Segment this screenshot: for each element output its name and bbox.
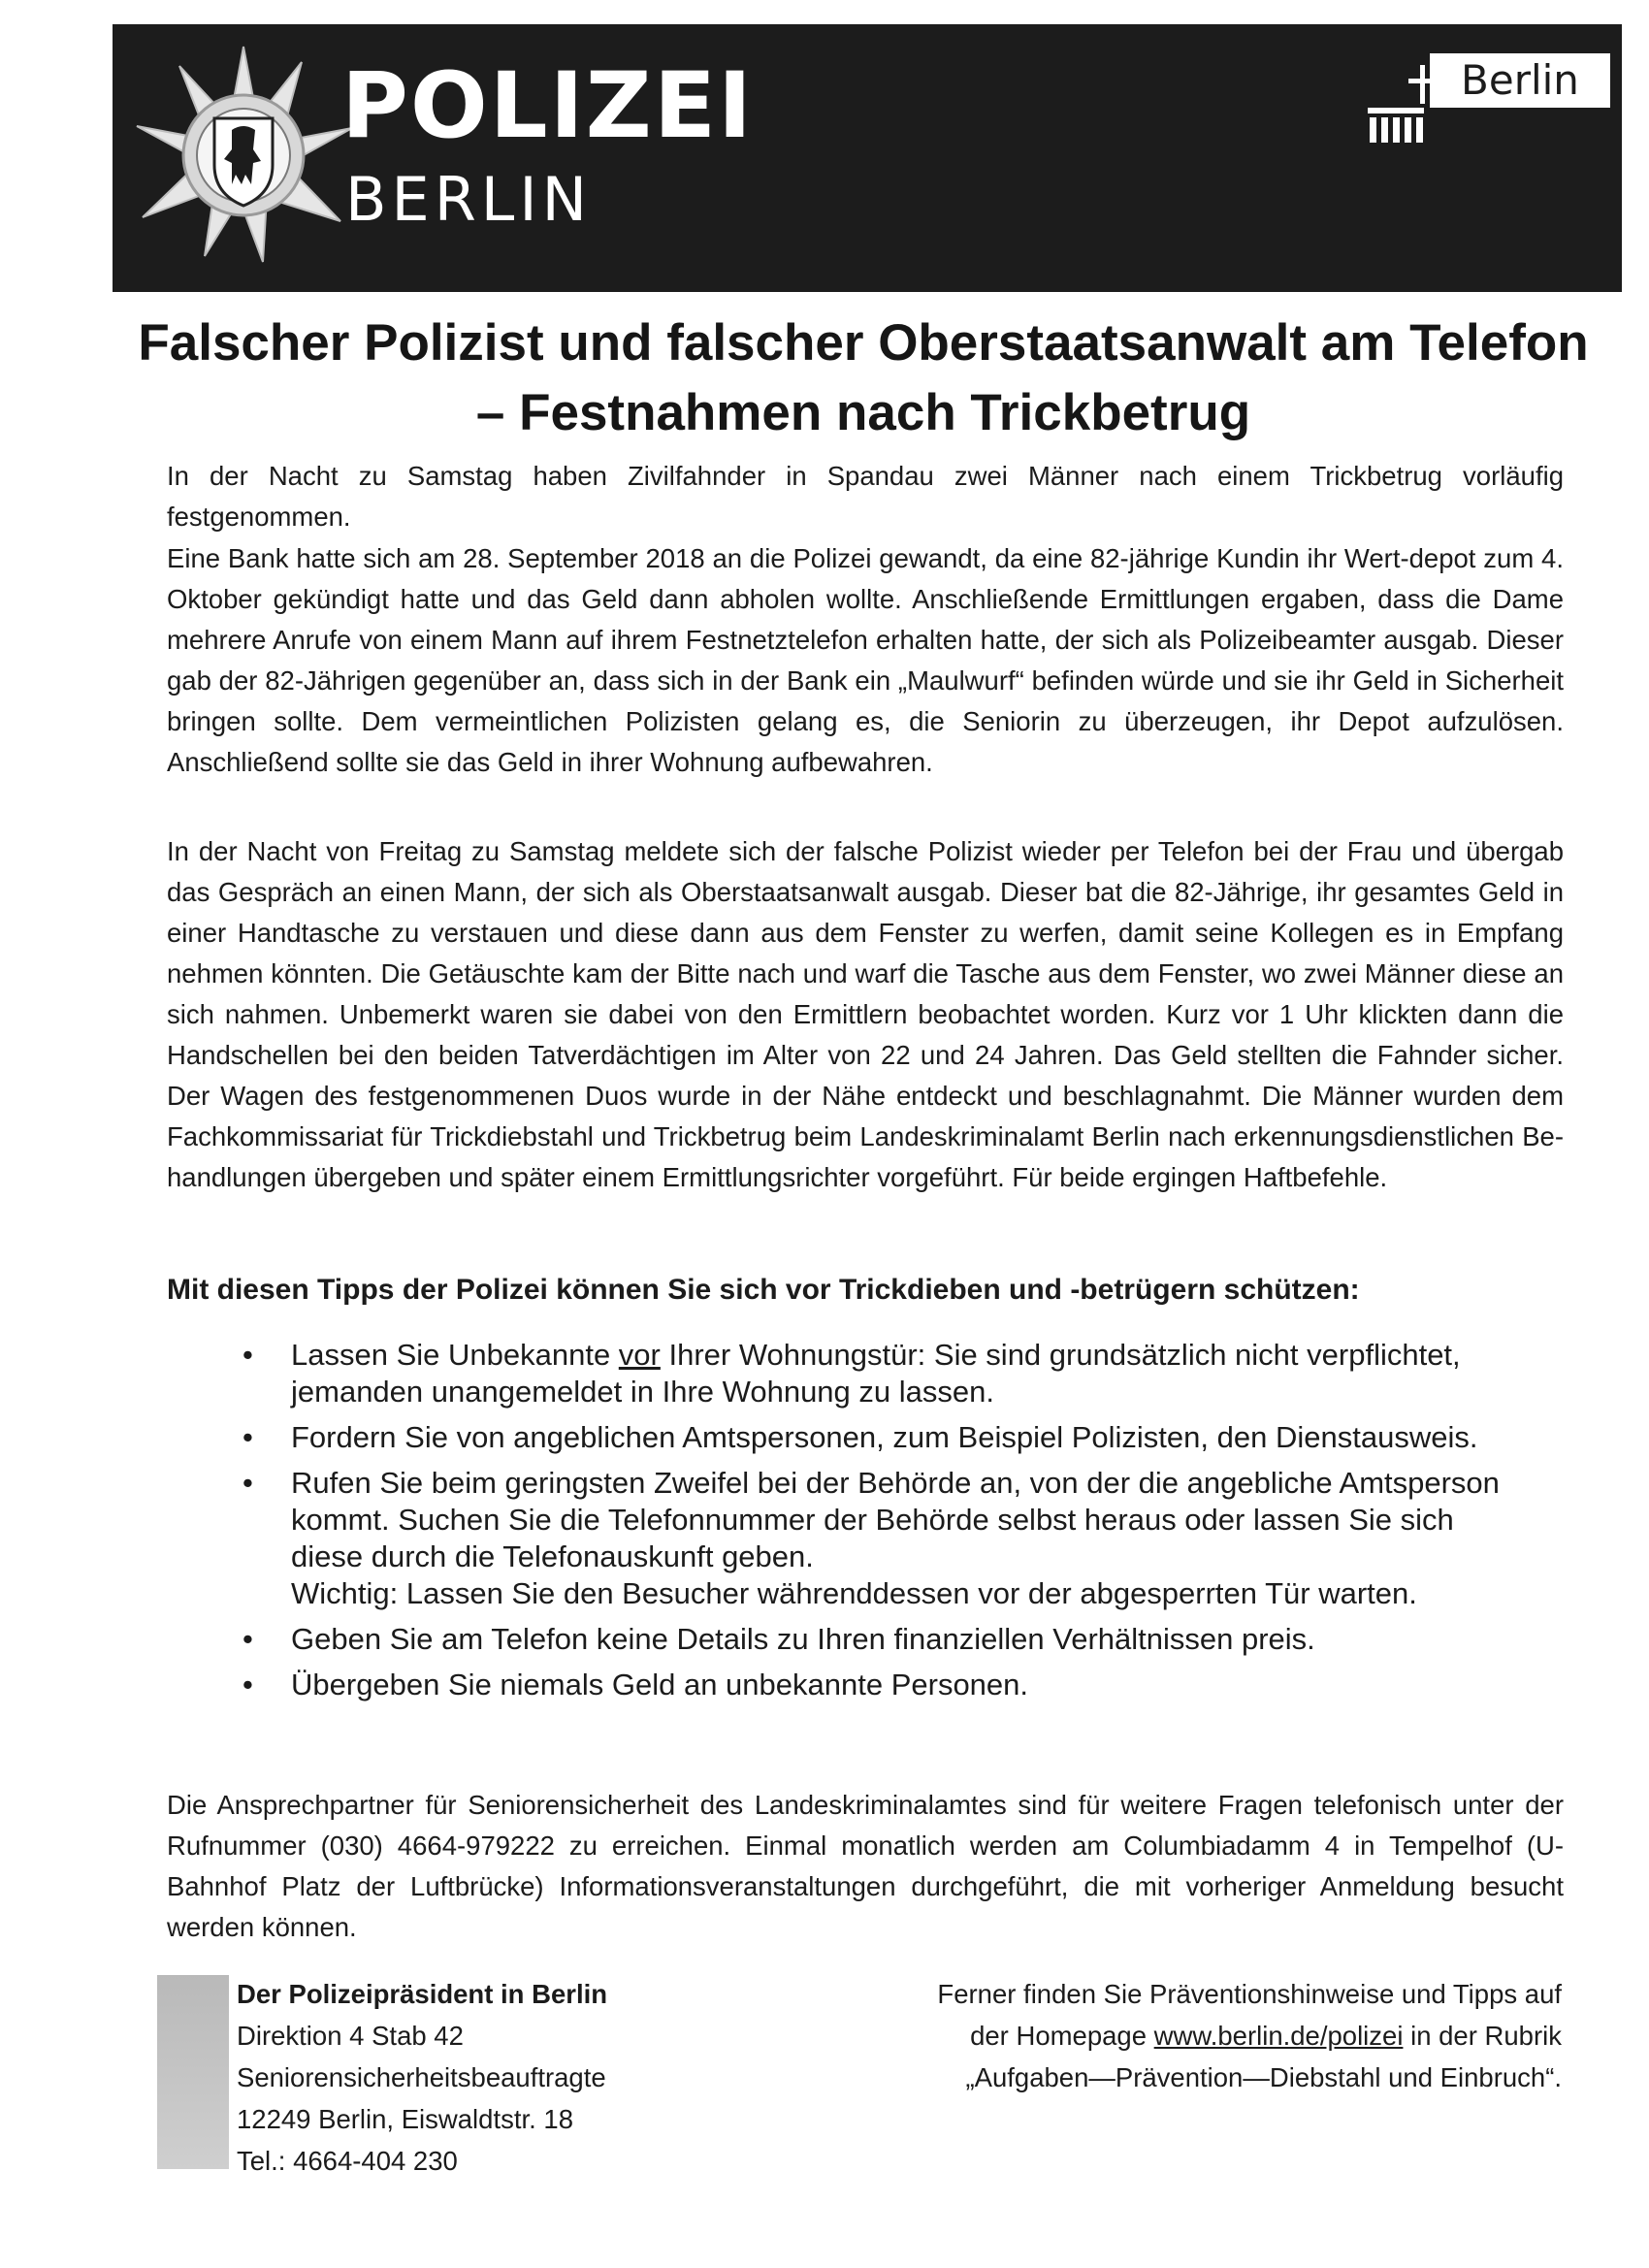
tip-emphasis: vor <box>618 1338 661 1372</box>
tip-item <box>242 1621 1533 1658</box>
berlin-label: Berlin <box>1430 53 1610 108</box>
sender-role: Seniorensicherheitsbeauftragte <box>237 2062 606 2092</box>
sender-address: 12249 Berlin, Eiswaldtstr. 18 <box>237 2104 573 2134</box>
further-info <box>824 1973 1562 2098</box>
further-info-text: der Homepage <box>970 2021 1154 2051</box>
bullet-icon: • <box>242 1466 253 1500</box>
tip-text: Fordern Sie von angeblichen Amtspersonen, zum Beispiel Polizisten, den Dienstausweis. <box>291 1420 1478 1454</box>
tip-item <box>242 1667 1533 1703</box>
tip-item <box>242 1419 1533 1456</box>
contact-paragraph: Die Ansprechpartner für Seniorensicherheit des Landeskriminalamtes sind für weitere Fragen telefonisch unter der Rufnummer (030) 4664-979222 zu erreichen. Einmal monatlich werden am Columbiadamm 4 in Tempelhof (U-Bahnhof Platz der Luftbrücke) Informationsveranstaltungen durchgeführt, die mit vorheriger Anmeldung besucht werden können. <box>167 1790 1564 1942</box>
paragraph-bank: Eine Bank hatte sich am 28. September 2018 an die Polizei gewandt, da eine 82-jährige Kundin ihr Wert-depot zum 4. Oktober gekündigt hatte und das Geld dann abholen wollte. Anschließende Ermittlungen ergaben, dass die Dame mehrere Anrufe von einem Mann auf ihrem Festnetztelefon erhalten hatte, der sich als Polizeibeamter ausgab. Dieser gab der 82-Jährigen gegenüber an, dass sich in der Bank ein „Maulwurf“ befinden würde und sie ihr Geld in Sicherheit bringen sollte. Dem vermeintlichen Polizisten gelang es, die Seniorin zu überzeugen, ihr Depot aufzulösen. Anschließend sollte sie das Geld in ihrer Wohnung aufbewahren. <box>167 543 1564 777</box>
sender-phone: Tel.: 4664-404 230 <box>237 2146 458 2176</box>
bullet-icon: • <box>242 1338 253 1372</box>
tip-item <box>242 1465 1533 1612</box>
sender-accent-bar <box>157 1975 229 2169</box>
bullet-icon: • <box>242 1420 253 1454</box>
tip-note: Wichtig: Lassen Sie den Besucher währenddessen vor der abgesperrten Tür warten. <box>291 1576 1417 1610</box>
paragraph-arrest: In der Nacht von Freitag zu Samstag meldete sich der falsche Polizist wieder per Telefon bei der Frau und übergab das Gespräch an einen Mann, der sich als Oberstaatsanwalt ausgab. Dieser bat die 82-Jährige, ihr gesamtes Geld in einer Handtasche zu verstauen und diese dann aus dem Fenster zu werfen, damit seine Kollegen es in Empfang nehmen könnten. Die Getäuschte kam der Bitte nach und warf die Tasche aus dem Fenster, wo zwei Männer diese an sich nahmen. Unbemerkt waren sie dabei von den Ermittlern beobachtet worden. Kurz vor 1 Uhr klickten dann die Handschellen bei den beiden Tatverdächtigen im Alter von 22 und 24 Jahren. Das Geld stellten die Fahnder sicher. Der Wagen des festgenommenen Duos wurde in der Nähe entdeckt und beschlagnahmt. Die Männer wurden dem Fachkommissariat für Trickdiebstahl und Trickbetrug beim Landeskriminalamt Berlin nach erkennungsdienstlichen Be-handlungen übergeben und später einem Ermittlungsrichter vorgeführt. Für beide ergingen Haftbefehle. <box>167 836 1564 1192</box>
police-star-icon <box>132 44 355 267</box>
sender-department: Direktion 4 Stab 42 <box>237 2021 464 2051</box>
berlin-wordmark: BERLIN <box>345 164 592 235</box>
tip-text: Rufen Sie beim geringsten Zweifel bei der Behörde an, von der die angebliche Amtsperson kommt. Suchen Sie die Telefonnummer der Behörde selbst heraus oder lassen Sie sich diese durch die Telefonauskunft geben. <box>291 1466 1500 1573</box>
further-info-line: „Aufgaben—Prävention—Diebstahl und Einbruch“. <box>965 2062 1562 2092</box>
sender-organization: Der Polizeipräsident in Berlin <box>237 1979 608 2009</box>
tip-text: Übergeben Sie niemals Geld an unbekannte Personen. <box>291 1668 1029 1701</box>
homepage-link[interactable]: www.berlin.de/polizei <box>1153 2021 1404 2051</box>
tip-text: Ihrer Wohnungstür: Sie sind grundsätzlich nicht verpflichtet, jemanden unangemeldet in Ihre Wohnung zu lassen. <box>291 1338 1461 1409</box>
tip-text: Geben Sie am Telefon keine Details zu Ihren finanziellen Verhältnissen preis. <box>291 1622 1315 1656</box>
tip-item <box>242 1337 1533 1410</box>
further-info-text: in der Rubrik <box>1403 2021 1562 2051</box>
polizei-wordmark: POLIZEI <box>341 53 755 159</box>
bullet-icon: • <box>242 1622 253 1656</box>
tips-heading: Mit diesen Tipps der Polizei können Sie sich vor Trickdieben und -betrügern schützen: <box>167 1274 1360 1306</box>
sender-block <box>237 1973 607 2182</box>
further-info-line: Ferner finden Sie Präventionshinweise und Tipps auf <box>937 1979 1562 2009</box>
bullet-icon: • <box>242 1668 253 1701</box>
further-info-line <box>824 2015 1562 2057</box>
header-banner <box>113 24 1622 292</box>
tip-text: Lassen Sie Unbekannte <box>291 1338 619 1372</box>
paragraph-intro: In der Nacht zu Samstag haben Zivilfahnder in Spandau zwei Männer nach einem Trickbetrug vorläufig festgenommen. <box>167 461 1564 532</box>
page-title: Falscher Polizist und falscher Oberstaatsanwalt am Telefon – Festnahmen nach Trickbetrug <box>138 314 1589 441</box>
tips-list <box>242 1337 1533 1712</box>
